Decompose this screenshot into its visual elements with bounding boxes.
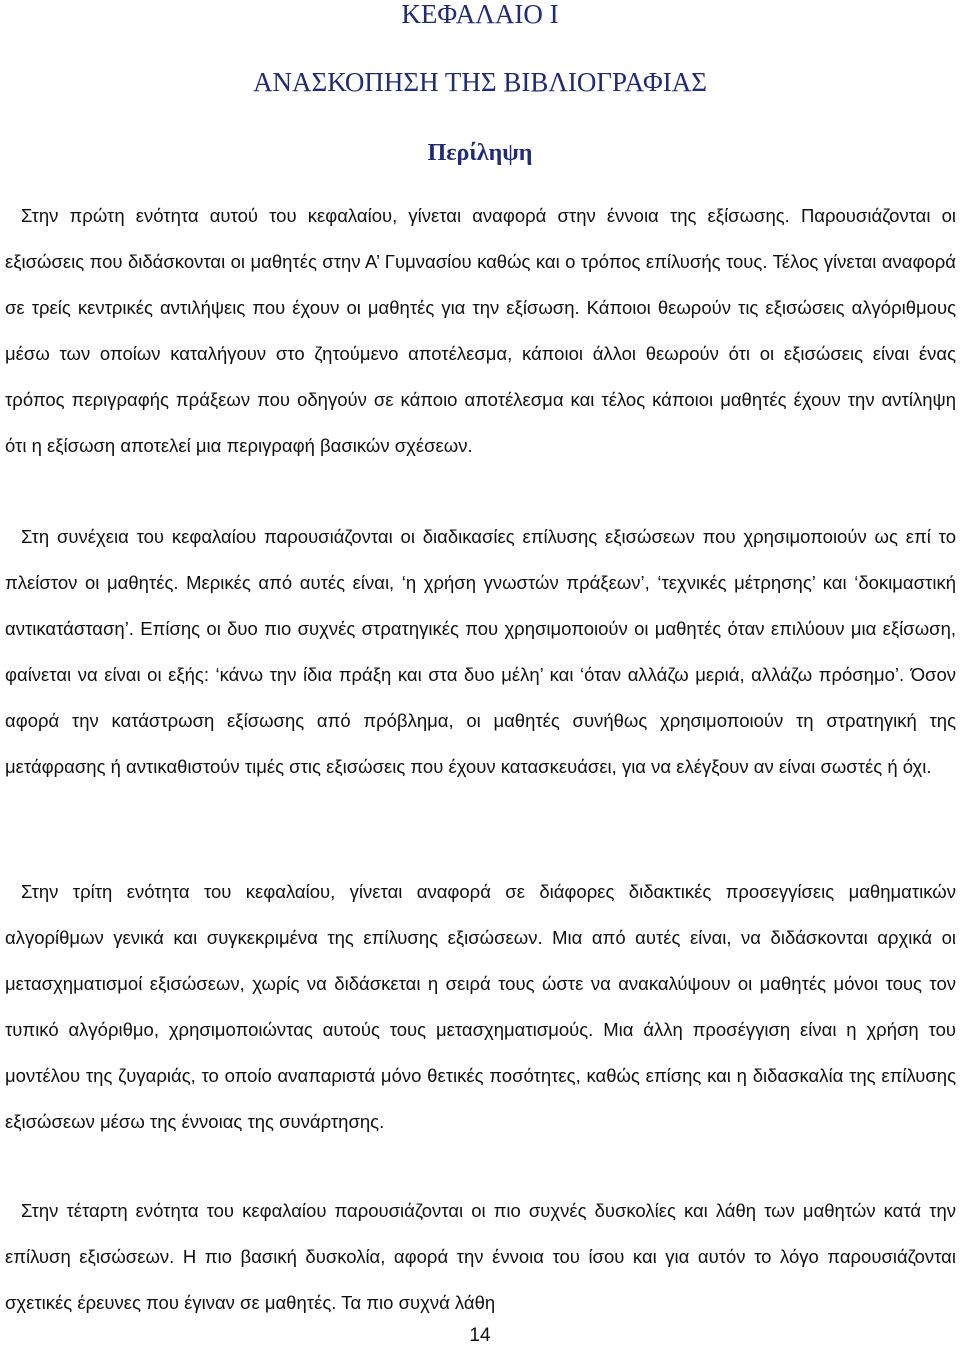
summary-heading: Περίληψη — [427, 140, 533, 166]
paragraph-fourth-section: Στην τέταρτη ενότητα του κεφαλαίου παρουσιάζονται οι πιο συχνές δυσκολίες και λάθη των μαθητών κατά την επίλυση εξισώσεων. Η πιο βασική δυσκολία, αφορά την έννοια του ίσου και για αυτόν το λόγο παρουσιάζονται σχετικές έρευνες που έγιναν σε μαθητές. Τα πιο συχνά λάθη — [5, 1200, 956, 1313]
page-number: 14 — [469, 1325, 491, 1346]
chapter-title: ΚΕΦΑΛΑΙΟ Ι — [401, 0, 559, 29]
paragraph-first-section: Στην πρώτη ενότητα αυτού του κεφαλαίου, γίνεται αναφορά στην έννοια της εξίσωσης. Παρουσιάζονται οι εξισώσεις που διδάσκονται οι μαθητές στην Α’ Γυμνασίου καθώς και ο τρόπος επίλυσής τους. Τέλος γίνεται αναφορά σε τρείς κεντρικές αντιλήψεις που έχουν οι μαθητές για την εξίσωση. Κάποιοι θεωρούν τις εξισώσεις αλγόριθμους μέσω των οποίων καταλήγουν στο ζητούμενο αποτέλεσμα, κάποιοι άλλοι θεωρούν ότι οι εξισώσεις είναι ένας τρόπος περιγραφής πράξεων που οδηγούν σε κάποιο αποτέλεσμα και τέλος κάποιοι μαθητές έχουν την αντίληψη ότι η εξίσωση αποτελεί μια περιγραφή βασικών σχέσεων. — [5, 205, 956, 456]
section-title: ΑΝΑΣΚΟΠΗΣΗ ΤΗΣ ΒΙΒΛΙΟΓΡΑΦΙΑΣ — [253, 67, 707, 97]
paragraph-second-section: Στη συνέχεια του κεφαλαίου παρουσιάζονται οι διαδικασίες επίλυσης εξισώσεων που χρησιμοποιούν ως επί το πλείστον οι μαθητές. Μερικές από αυτές είναι, ‘η χρήση γνωστών πράξεων’, ‘τεχνικές μέτρησης’ και ‘δοκιμαστική αντικατάσταση’. Επίσης οι δυο πιο συχνές στρατηγικές που χρησιμοποιούν οι μαθητές όταν επιλύουν μια εξίσωση, φαίνεται να είναι οι εξής: ‘κάνω την ίδια πράξη και στα δυο μέλη’ και ‘όταν αλλάζω μεριά, αλλάζω πρόσημο’. Όσον αφορά την κατάστρωση εξίσωσης από πρόβλημα, οι μαθητές συνήθως χρησιμοποιούν τη στρατηγική της μετάφρασης ή αντικαθιστούν τιμές στις εξισώσεις που έχουν κατασκευάσει, για να ελέγξουν αν είναι σωστές ή όχι. — [5, 526, 956, 777]
paragraph-third-section: Στην τρίτη ενότητα του κεφαλαίου, γίνεται αναφορά σε διάφορες διδακτικές προσεγγίσεις μαθηματικών αλγορίθμων γενικά και συγκεκριμένα της επίλυσης εξισώσεων. Μια από αυτές είναι, να διδάσκονται αρχικά οι μετασχηματισμοί εξισώσεων, χωρίς να διδάσκεται η σειρά τους ώστε να ανακαλύψουν οι μαθητές μόνοι τους τον τυπικό αλγόριθμο, χρησιμοποιώντας αυτούς τους μετασχηματισμούς. Μια άλλη προσέγγιση είναι η χρήση του μοντέλου της ζυγαριάς, το οποίο αναπαριστά μόνο θετικές ποσότητες, καθώς επίσης και η διδασκαλία της επίλυσης εξισώσεων μέσω της έννοιας της συνάρτησης. — [5, 881, 956, 1132]
